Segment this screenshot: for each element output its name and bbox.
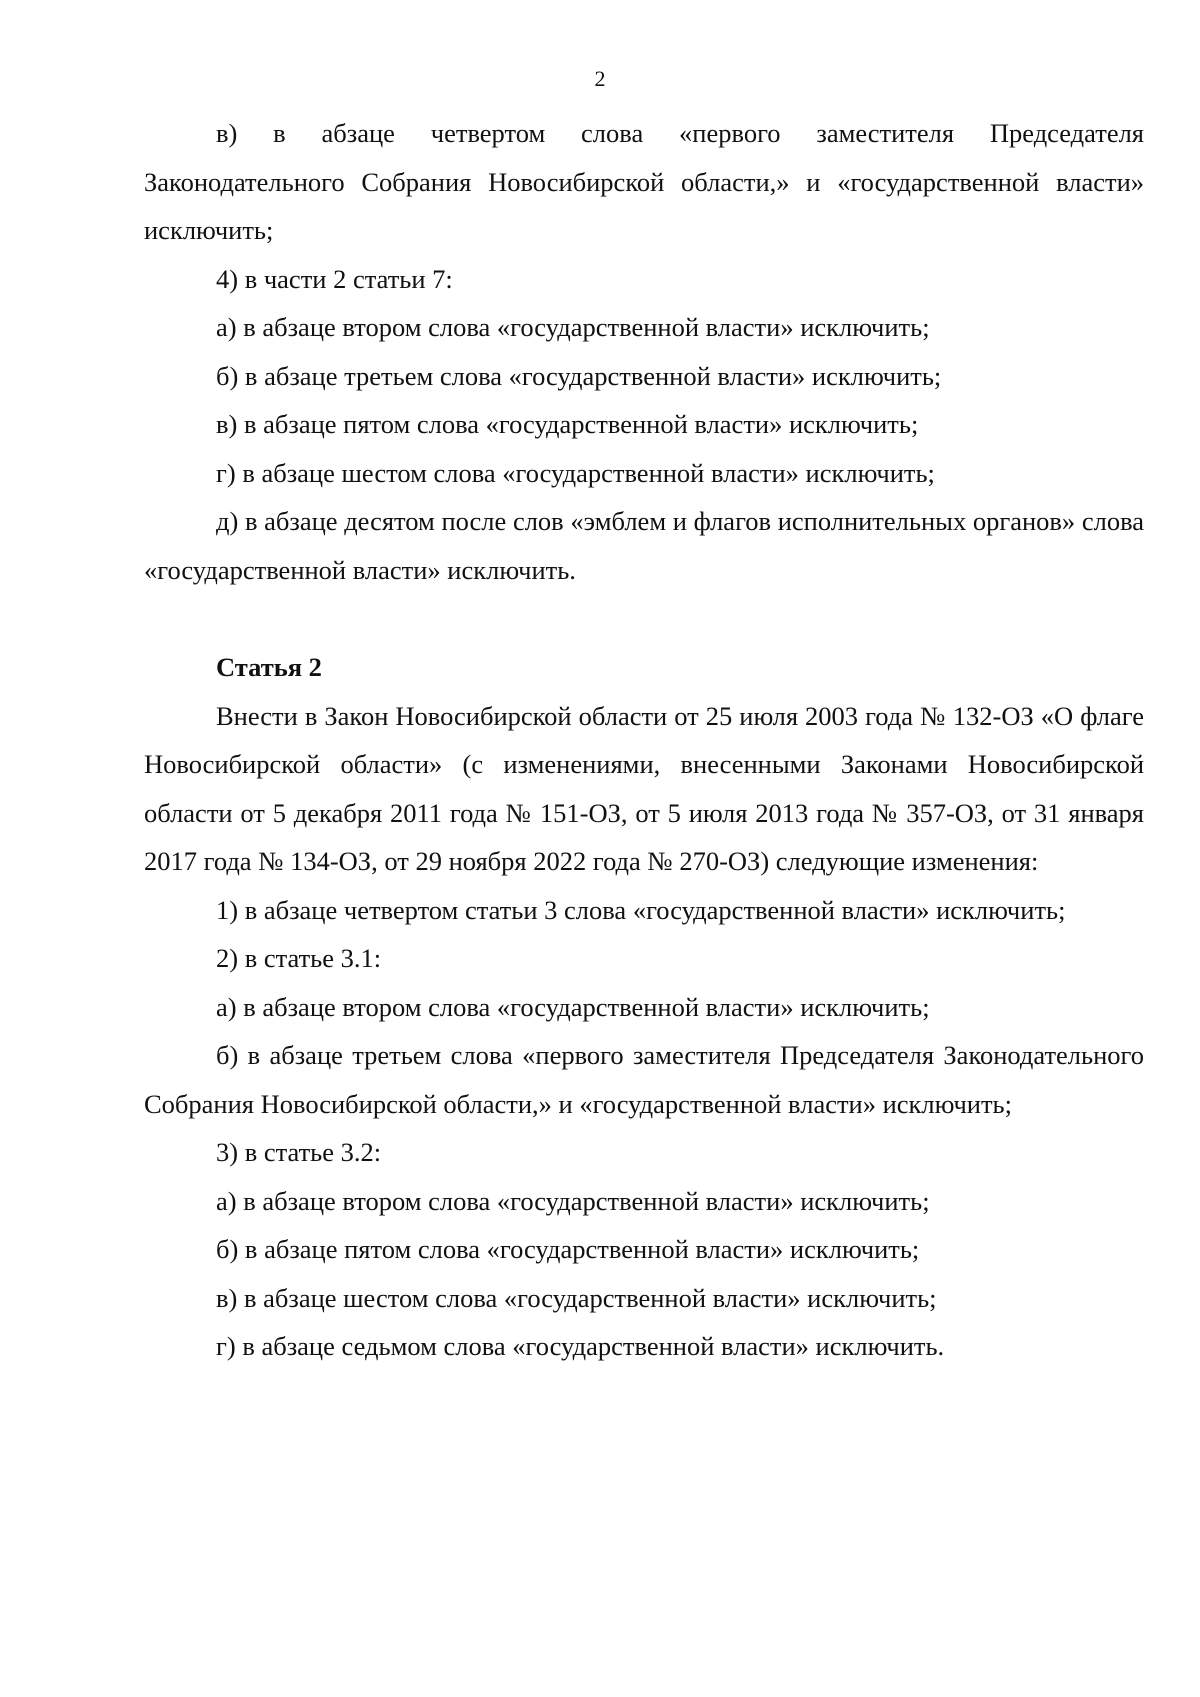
paragraph: г) в абзаце шестом слова «государственной власти» исключить; [216, 457, 935, 488]
paragraph: б) в абзаце третьем слова «государственной власти» исключить; [216, 360, 942, 391]
document-body [144, 109, 1144, 1371]
article-heading: Статья 2 [216, 652, 322, 682]
paragraph: в) в абзаце пятом слова «государственной власти» исключить; [216, 409, 919, 439]
paragraph: 1) в абзаце четвертом статьи 3 слова «государственной власти» исключить; [216, 894, 1066, 925]
paragraph: а) в абзаце втором слова «государственной власти» исключить; [216, 312, 930, 342]
paragraph: 3) в статье 3.2: [216, 1137, 382, 1167]
paragraph: а) в абзаце втором слова «государственной власти» исключить; [216, 991, 930, 1022]
page-number: 2 [594, 66, 606, 91]
section-spacer [144, 594, 1144, 643]
paragraph: д) в абзаце десятом после слов «эмблем и флагов исполнительных органов» слова «государственной власти» исключить. [144, 506, 1144, 585]
paragraph: г) в абзаце седьмом слова «государственной власти» исключить. [216, 1331, 945, 1361]
paragraph: а) в абзаце втором слова «государственной власти» исключить; [216, 1185, 930, 1216]
paragraph: в) в абзаце четвертом слова «первого заместителя Председателя Законодательного Собрания Новосибирской области,» и «государственной власти» исключить; [144, 118, 1144, 245]
paragraph: б) в абзаце третьем слова «первого заместителя Председателя Законодательного Собрания Новосибирской области,» и «государственной власти» исключить; [144, 1040, 1144, 1119]
paragraph: в) в абзаце шестом слова «государственной власти» исключить; [216, 1282, 937, 1313]
paragraph: Внести в Закон Новосибирской области от 25 июля 2003 года № 132-ОЗ «О флаге Новосибирской области» (с изменениями, внесенными Законами Новосибирской области от 5 декабря 2011 года № 151-ОЗ, от 5 июля 2013 года № 357-ОЗ, от 31 января 2017 года № 134-ОЗ, от 29 ноября 2022 года № 270-ОЗ) следующие изменения: [144, 700, 1144, 876]
paragraph: б) в абзаце пятом слова «государственной власти» исключить; [216, 1234, 920, 1264]
paragraph: 4) в части 2 статьи 7: [216, 263, 453, 294]
paragraph: 2) в статье 3.1: [216, 943, 382, 973]
